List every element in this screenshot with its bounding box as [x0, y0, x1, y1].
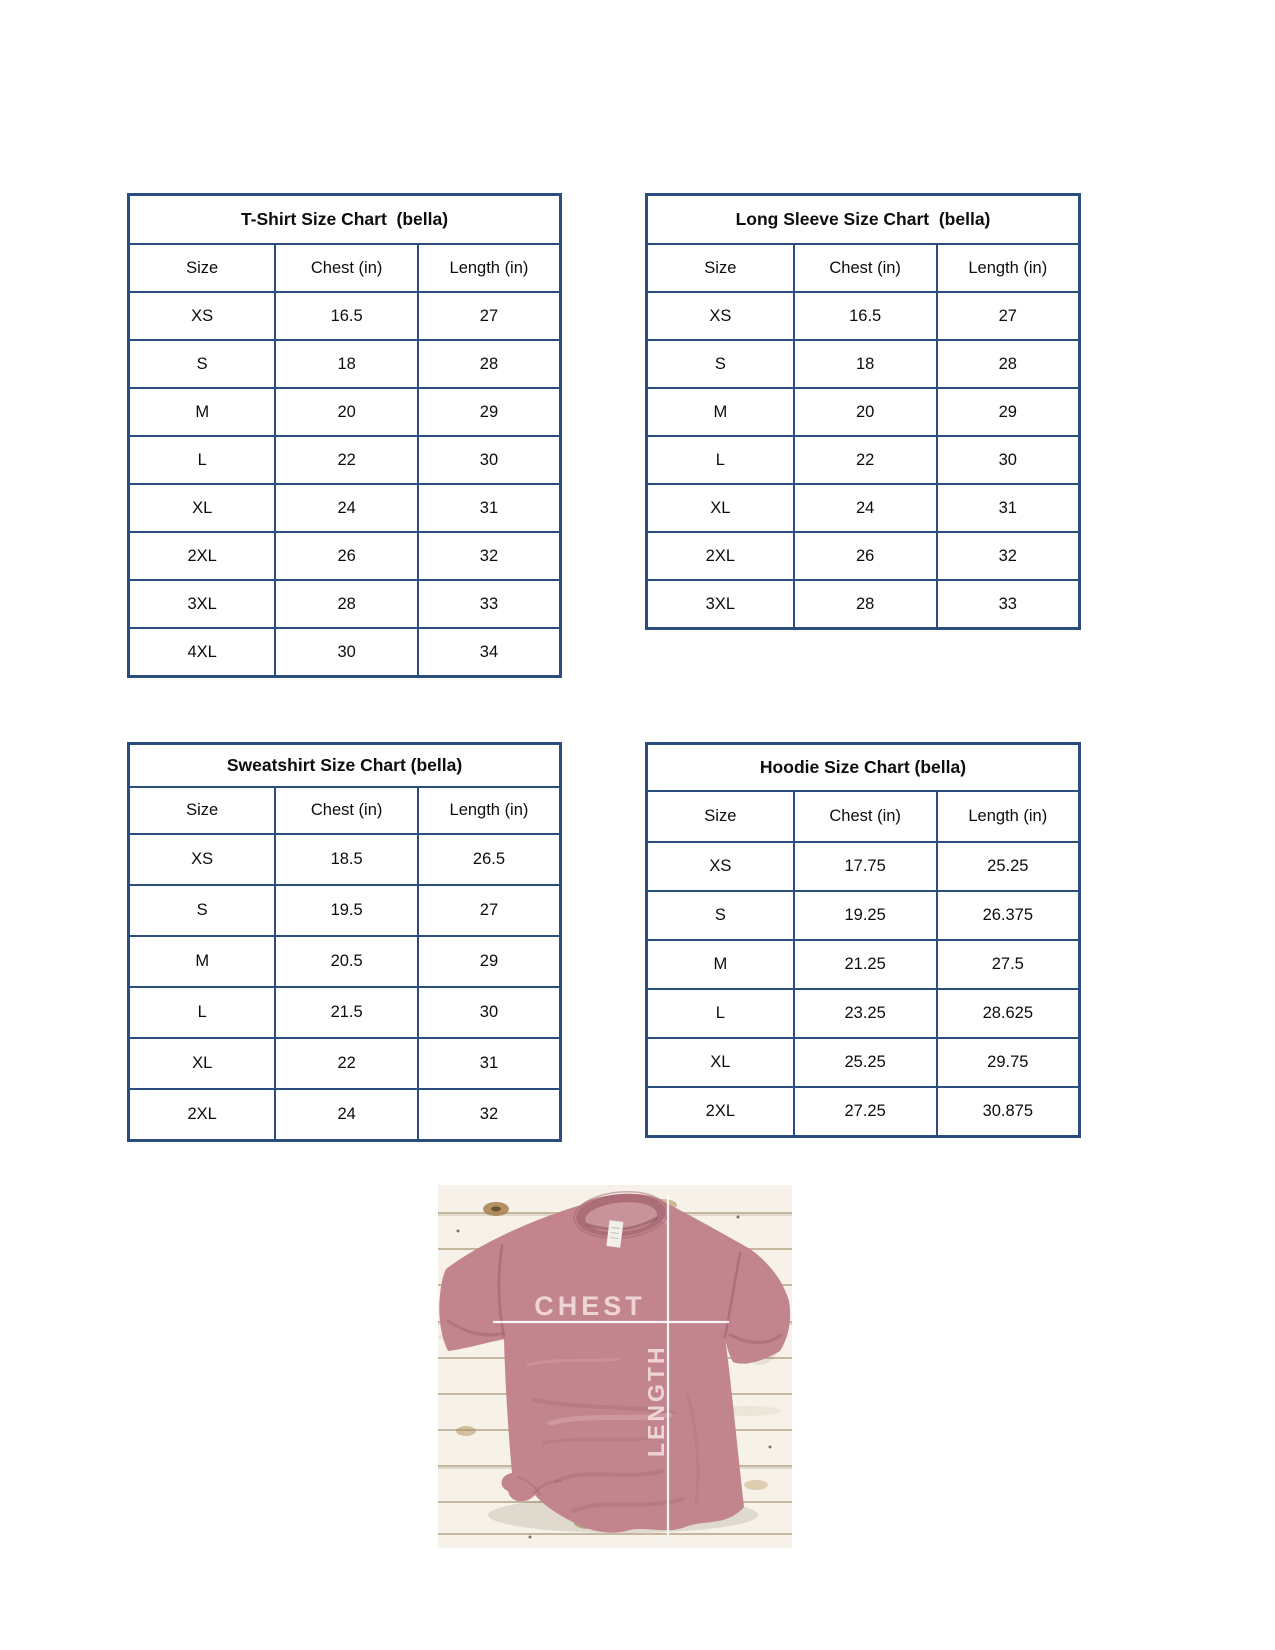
length-cell: 30: [937, 436, 1080, 484]
column-header: Length (in): [937, 244, 1080, 292]
long-sleeve-size-table: [645, 193, 1081, 630]
table-row: [129, 484, 561, 532]
length-cell: 31: [937, 484, 1080, 532]
length-cell: 28.625: [937, 989, 1080, 1038]
chest-cell: 27.25: [794, 1087, 937, 1137]
table-title-row: [647, 744, 1080, 792]
size-cell: XL: [129, 1038, 276, 1089]
column-header: Chest (in): [794, 791, 937, 842]
length-cell: 29.75: [937, 1038, 1080, 1087]
table-header-row: [647, 791, 1080, 842]
chest-cell: 25.25: [794, 1038, 937, 1087]
hoodie-size-table: [645, 742, 1081, 1138]
table-title: Hoodie Size Chart (bella): [647, 744, 1080, 792]
tshirt-size-table: [127, 193, 562, 678]
chest-cell: 28: [275, 580, 418, 628]
length-cell: 26.5: [418, 834, 561, 885]
table-title: Long Sleeve Size Chart (bella): [647, 195, 1080, 245]
table-row: [647, 940, 1080, 989]
chest-cell: 22: [275, 1038, 418, 1089]
table-row: [647, 388, 1080, 436]
length-cell: 34: [418, 628, 561, 677]
chest-cell: 20.5: [275, 936, 418, 987]
chest-cell: 16.5: [275, 292, 418, 340]
length-cell: 27: [937, 292, 1080, 340]
column-header: Chest (in): [275, 787, 418, 834]
chest-cell: 26: [794, 532, 937, 580]
shirt-measurement-graphic: [438, 1185, 792, 1548]
size-cell: L: [129, 436, 276, 484]
length-cell: 27: [418, 292, 561, 340]
chest-cell: 18: [275, 340, 418, 388]
chest-label: CHEST: [534, 1291, 646, 1321]
table-row: [647, 891, 1080, 940]
table-title-row: [647, 195, 1080, 245]
size-cell: XS: [647, 842, 794, 891]
size-cell: 2XL: [129, 532, 276, 580]
chest-cell: 20: [275, 388, 418, 436]
table-row: [647, 340, 1080, 388]
length-cell: 32: [418, 532, 561, 580]
size-cell: XL: [129, 484, 276, 532]
table-row: [647, 842, 1080, 891]
length-cell: 32: [937, 532, 1080, 580]
table-title: T-Shirt Size Chart (bella): [129, 195, 561, 245]
length-cell: 31: [418, 1038, 561, 1089]
chest-cell: 16.5: [794, 292, 937, 340]
size-cell: 2XL: [647, 532, 794, 580]
length-cell: 28: [937, 340, 1080, 388]
length-cell: 30: [418, 987, 561, 1038]
table-row: [647, 436, 1080, 484]
table-row: [129, 292, 561, 340]
column-header: Length (in): [418, 244, 561, 292]
size-cell: XS: [647, 292, 794, 340]
size-cell: L: [647, 436, 794, 484]
chest-cell: 30: [275, 628, 418, 677]
chest-cell: 24: [275, 484, 418, 532]
column-header: Chest (in): [275, 244, 418, 292]
size-cell: 4XL: [129, 628, 276, 677]
table-row: [129, 987, 561, 1038]
size-cell: S: [129, 885, 276, 936]
table-row: [129, 532, 561, 580]
table-row: [129, 580, 561, 628]
shirt-measurement-photo: [438, 1185, 792, 1548]
table-header-row: [129, 244, 561, 292]
table-header-row: [129, 787, 561, 834]
table-title: Sweatshirt Size Chart (bella): [129, 744, 561, 788]
size-cell: 2XL: [647, 1087, 794, 1137]
table-row: [129, 834, 561, 885]
length-cell: 27.5: [937, 940, 1080, 989]
chest-cell: 26: [275, 532, 418, 580]
size-cell: M: [647, 940, 794, 989]
chest-cell: 19.25: [794, 891, 937, 940]
size-cell: XL: [647, 1038, 794, 1087]
chest-cell: 21.25: [794, 940, 937, 989]
chest-cell: 23.25: [794, 989, 937, 1038]
length-cell: 33: [937, 580, 1080, 629]
length-cell: 29: [937, 388, 1080, 436]
length-cell: 30.875: [937, 1087, 1080, 1137]
chest-cell: 20: [794, 388, 937, 436]
table-title-row: [129, 744, 561, 788]
column-header: Size: [647, 244, 794, 292]
chest-cell: 21.5: [275, 987, 418, 1038]
table-row: [129, 936, 561, 987]
table-row: [129, 436, 561, 484]
table-row: [647, 1038, 1080, 1087]
table-row: [647, 1087, 1080, 1137]
chest-cell: 17.75: [794, 842, 937, 891]
table-header-row: [647, 244, 1080, 292]
size-cell: M: [129, 388, 276, 436]
column-header: Chest (in): [794, 244, 937, 292]
column-header: Size: [129, 244, 276, 292]
size-cell: S: [647, 891, 794, 940]
size-cell: S: [647, 340, 794, 388]
length-cell: 30: [418, 436, 561, 484]
chest-cell: 18: [794, 340, 937, 388]
table-title-row: [129, 195, 561, 245]
length-cell: 25.25: [937, 842, 1080, 891]
table-row: [647, 989, 1080, 1038]
table-row: [647, 532, 1080, 580]
table-row: [129, 628, 561, 677]
size-cell: 3XL: [647, 580, 794, 629]
size-cell: M: [647, 388, 794, 436]
table-row: [129, 340, 561, 388]
chest-cell: 22: [794, 436, 937, 484]
table-row: [129, 1089, 561, 1141]
chest-cell: 24: [275, 1089, 418, 1141]
table-row: [129, 1038, 561, 1089]
length-cell: 29: [418, 936, 561, 987]
size-cell: XS: [129, 834, 276, 885]
table-row: [647, 292, 1080, 340]
length-label: LENGTH: [643, 1344, 669, 1457]
column-header: Size: [647, 791, 794, 842]
length-cell: 31: [418, 484, 561, 532]
size-cell: 2XL: [129, 1089, 276, 1141]
column-header: Length (in): [418, 787, 561, 834]
column-header: Length (in): [937, 791, 1080, 842]
table-row: [647, 484, 1080, 532]
chest-cell: 28: [794, 580, 937, 629]
chest-cell: 22: [275, 436, 418, 484]
length-cell: 28: [418, 340, 561, 388]
chest-cell: 18.5: [275, 834, 418, 885]
length-cell: 27: [418, 885, 561, 936]
sweatshirt-size-table: [127, 742, 562, 1142]
length-cell: 26.375: [937, 891, 1080, 940]
size-cell: S: [129, 340, 276, 388]
size-cell: L: [647, 989, 794, 1038]
table-row: [129, 388, 561, 436]
table-row: [129, 885, 561, 936]
table-row: [647, 580, 1080, 629]
chest-cell: 19.5: [275, 885, 418, 936]
size-cell: XL: [647, 484, 794, 532]
size-cell: 3XL: [129, 580, 276, 628]
size-cell: M: [129, 936, 276, 987]
size-cell: XS: [129, 292, 276, 340]
chest-cell: 24: [794, 484, 937, 532]
length-cell: 32: [418, 1089, 561, 1141]
length-cell: 29: [418, 388, 561, 436]
length-cell: 33: [418, 580, 561, 628]
column-header: Size: [129, 787, 276, 834]
size-cell: L: [129, 987, 276, 1038]
